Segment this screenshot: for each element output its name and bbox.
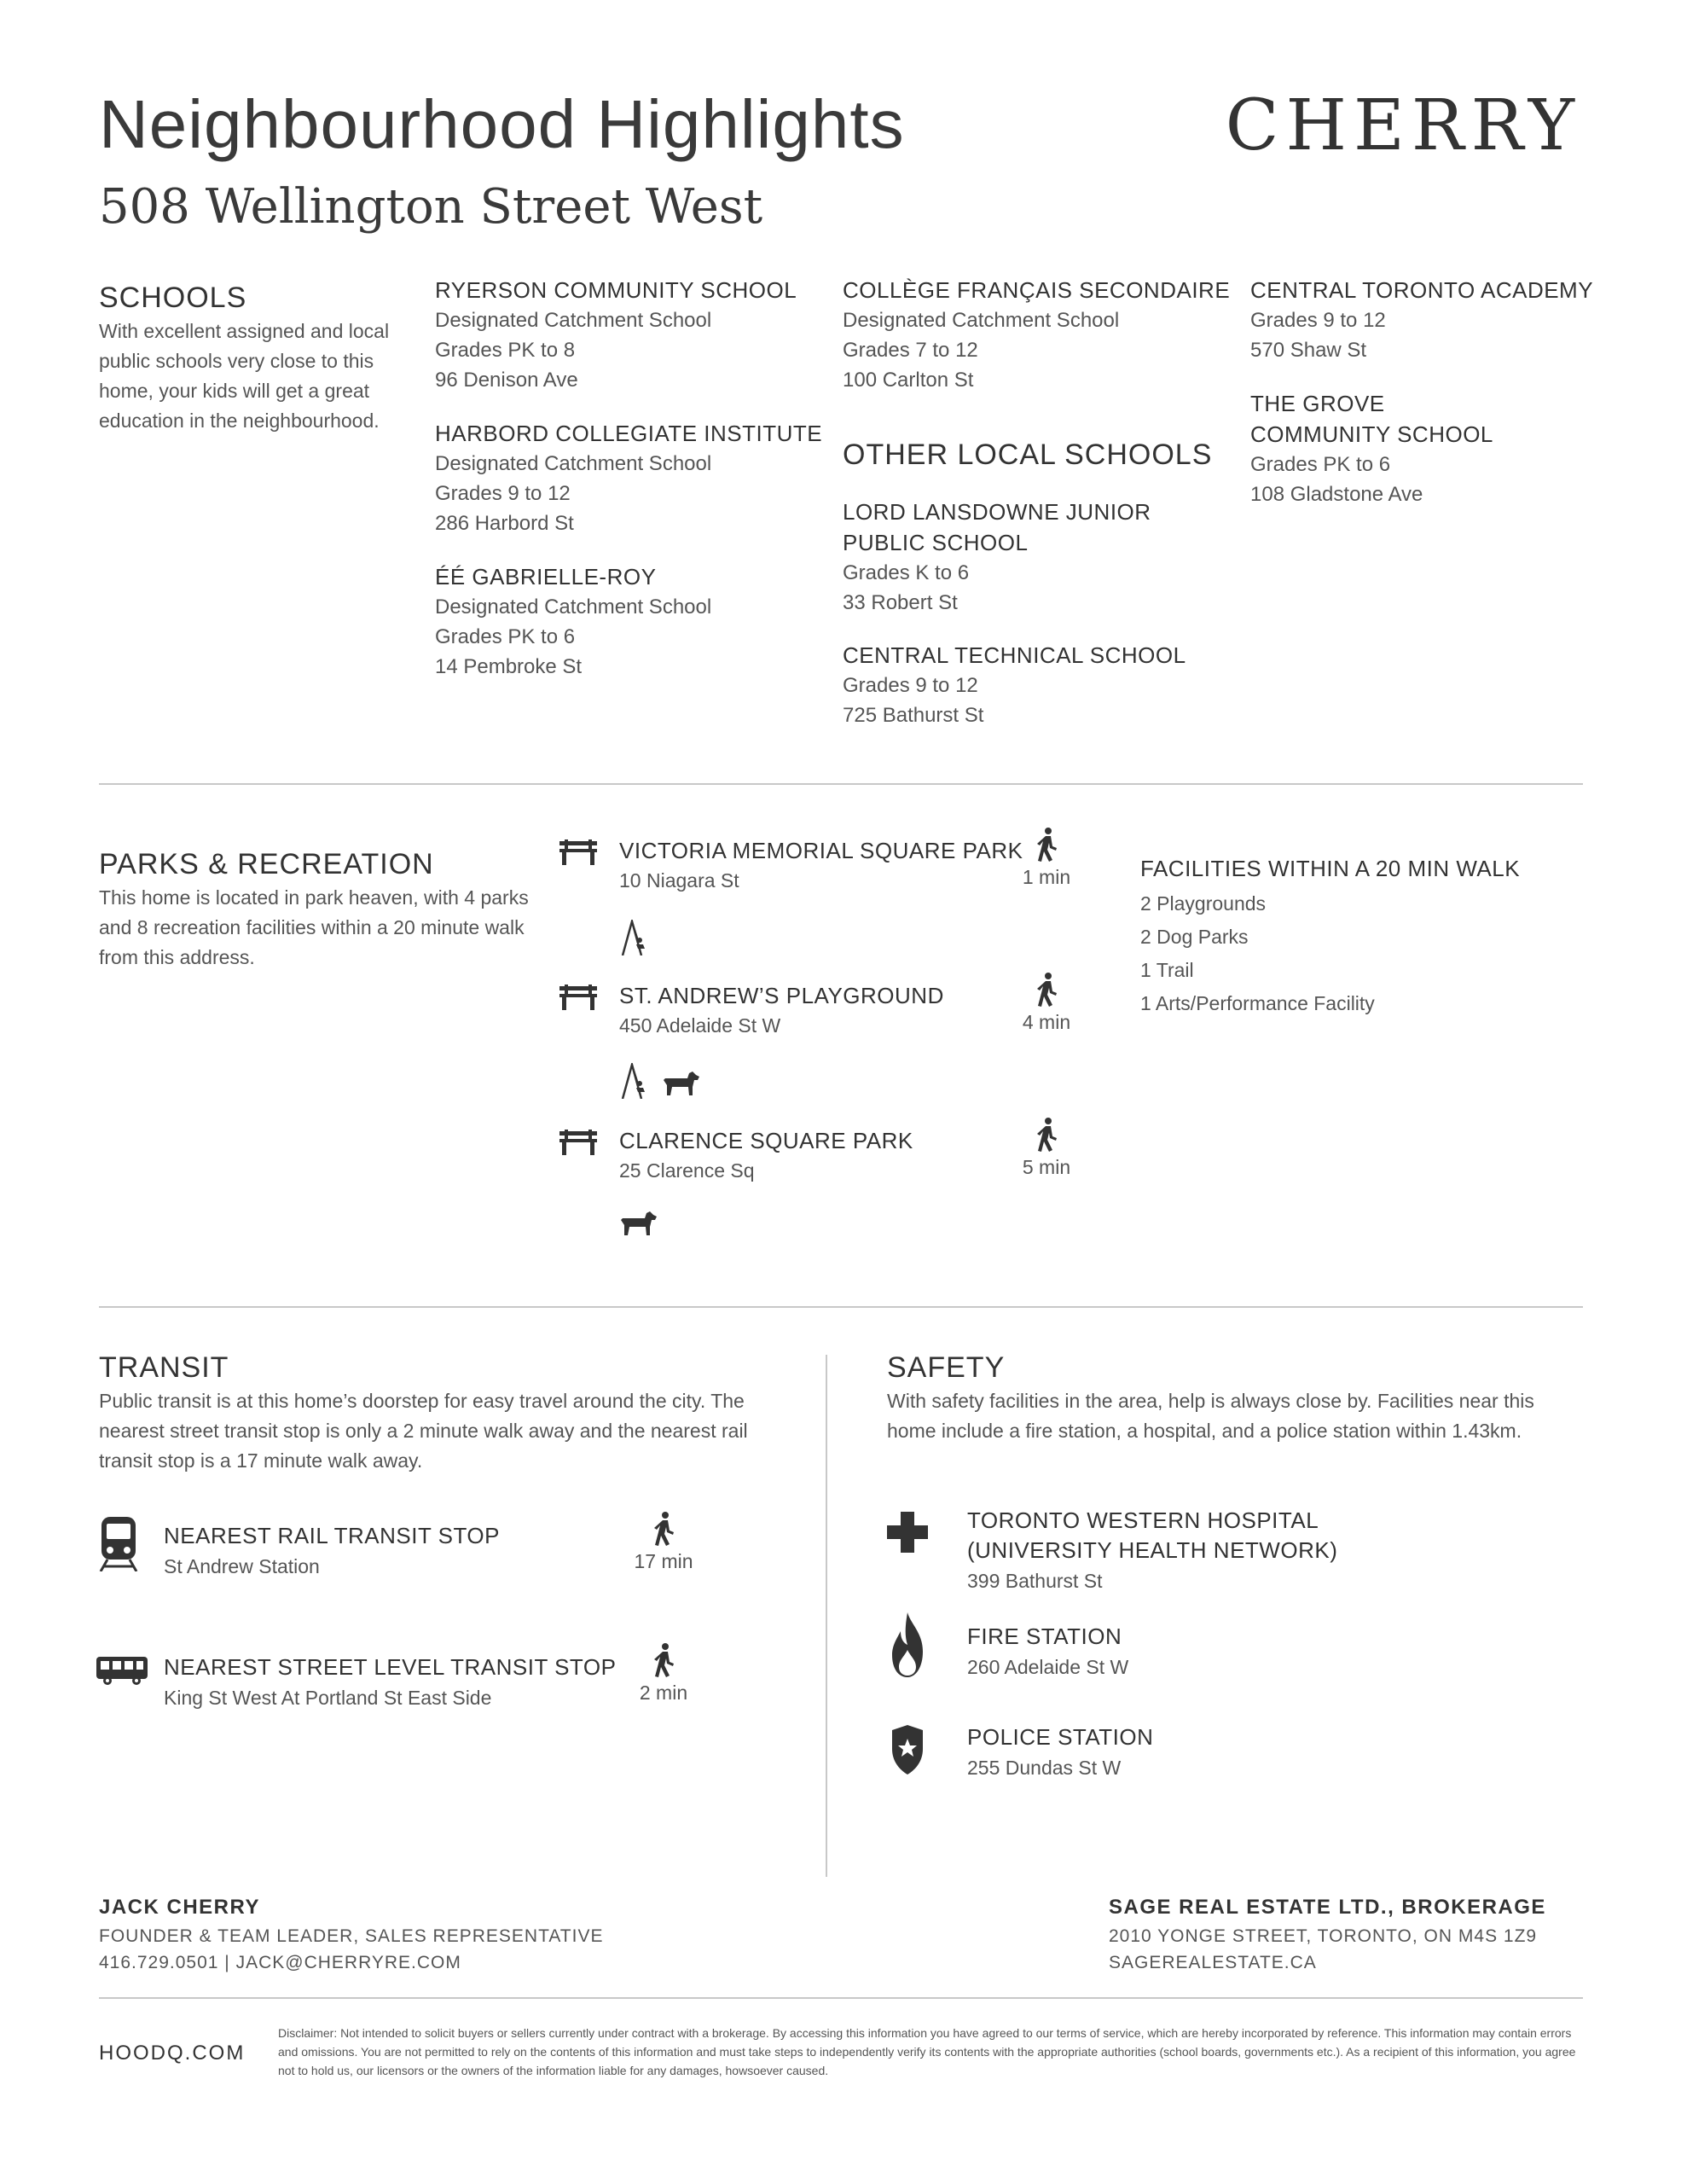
facilities-list: [1140, 853, 1520, 1020]
school-entry: [1250, 275, 1593, 365]
school-entry: [843, 275, 1230, 395]
disclaimer-text: Disclaimer: Not intended to solicit buyers or sellers currently under contract with a brokerage. By accessing this information you have agreed to our terms of service, which are hereby incorporated by reference. This information may contain errors and omissions. You are not permitted to rely on the contents of this information and must take steps to independently verify its contents with the appropriate authorities (school boards, governments etc.). As a recipient of this information, you agree not to hold us, our licensors or the owners of the information liable for any damages, howsoever caused.: [278, 2026, 1576, 2077]
page-title: Neighbourhood Highlights: [99, 86, 905, 162]
hoodq-link[interactable]: HOODQ.COM: [99, 2042, 246, 2065]
school-name: CENTRAL TECHNICAL SCHOOL: [843, 642, 1186, 668]
walking-person-icon: [1034, 1118, 1059, 1152]
property-address: 508 Wellington Street West: [99, 179, 763, 235]
agent-contact[interactable]: 416.729.0501 | JACK@CHERRYRE.COM: [99, 1953, 461, 1972]
dog-park-icon: [662, 1068, 699, 1095]
transit-stop-detail: King St West At Portland St East Side: [164, 1687, 492, 1709]
school-detail: Grades K to 6: [843, 561, 970, 584]
playground-swing-icon: [619, 920, 650, 956]
transit-stop-name: NEAREST RAIL TRANSIT STOP: [164, 1523, 500, 1548]
park-name: CLARENCE SQUARE PARK: [619, 1128, 913, 1153]
walk-minutes: 1 min: [1022, 866, 1071, 888]
walk-minutes: 5 min: [1022, 1156, 1071, 1178]
safety-facility-name: TORONTO WESTERN HOSPITAL: [967, 1507, 1319, 1533]
walk-time: [629, 1643, 698, 1705]
walk-time: [1012, 828, 1081, 889]
police-badge-icon: [890, 1725, 925, 1774]
walk-minutes: 4 min: [1022, 1011, 1071, 1033]
school-entry: [435, 275, 797, 395]
park-address: 450 Adelaide St W: [619, 1014, 781, 1037]
playground-swing-icon: [619, 1063, 650, 1099]
school-detail: Grades 9 to 12: [1250, 309, 1386, 332]
park-bench-icon: [559, 1130, 597, 1155]
school-name: ÉÉ GABRIELLE-ROY: [435, 564, 657, 590]
school-detail: Designated Catchment School: [435, 309, 712, 332]
brokerage-address: 2010 YONGE STREET, TORONTO, ON M4S 1Z9: [1109, 1926, 1538, 1946]
park-name: ST. ANDREW’S PLAYGROUND: [619, 983, 944, 1008]
school-name: RYERSON COMMUNITY SCHOOL: [435, 277, 797, 303]
school-entry: [435, 418, 822, 538]
hospital-cross-icon: [887, 1512, 928, 1553]
safety-intro: With safety facilities in the area, help is always close by. Facilities near this home include a fire station, a hospital, and a police station within 1.43km.: [887, 1390, 1534, 1442]
walk-minutes: 17 min: [634, 1550, 693, 1572]
walking-person-icon: [651, 1512, 676, 1546]
school-detail: 33 Robert St: [843, 591, 958, 614]
footer-divider: [99, 1997, 1583, 1999]
school-name: PUBLIC SCHOOL: [843, 530, 1029, 555]
facilities-heading: FACILITIES WITHIN A 20 MIN WALK: [1140, 856, 1521, 881]
walking-person-icon: [1034, 828, 1059, 862]
safety-heading: SAFETY: [887, 1351, 1006, 1384]
school-detail: 14 Pembroke St: [435, 655, 583, 678]
school-detail: Grades PK to 8: [435, 339, 576, 362]
facility-item: 2 Dog Parks: [1140, 926, 1249, 948]
school-entry: [843, 497, 1151, 618]
walk-minutes: 2 min: [639, 1682, 688, 1704]
column-divider: [826, 1355, 827, 1877]
transit-intro: Public transit is at this home’s doorstep for easy travel around the city. The nearest street transit stop is only a 2 minute walk away and the nearest rail transit stop is a 17 minute walk away.: [99, 1390, 748, 1472]
schools-heading: SCHOOLS: [99, 282, 247, 314]
school-detail: 725 Bathurst St: [843, 704, 984, 727]
facility-item: 1 Trail: [1140, 959, 1194, 981]
school-name: HARBORD COLLEGIATE INSTITUTE: [435, 421, 823, 446]
walking-person-icon: [1034, 973, 1059, 1007]
section-divider: [99, 1306, 1583, 1308]
school-detail: 286 Harbord St: [435, 512, 574, 535]
dog-park-icon: [619, 1208, 657, 1235]
transit-heading: TRANSIT: [99, 1351, 229, 1384]
school-detail: Grades 9 to 12: [435, 482, 571, 505]
school-name: CENTRAL TORONTO ACADEMY: [1250, 277, 1594, 303]
parks-heading: PARKS & RECREATION: [99, 848, 434, 880]
school-entry: [435, 561, 711, 682]
safety-facility-address: 260 Adelaide St W: [967, 1656, 1129, 1678]
bus-icon: [96, 1655, 148, 1686]
school-entry: [843, 640, 1186, 730]
park-address: 25 Clarence Sq: [619, 1159, 755, 1182]
school-detail: Grades 9 to 12: [843, 674, 978, 697]
park-address: 10 Niagara St: [619, 869, 739, 892]
park-name: VICTORIA MEMORIAL SQUARE PARK: [619, 838, 1023, 863]
walk-time: [629, 1512, 698, 1573]
walk-time: [1012, 973, 1081, 1034]
agent-name: JACK CHERRY: [99, 1896, 260, 1919]
school-entry: [1250, 388, 1493, 509]
park-bench-icon: [559, 985, 597, 1010]
facility-item: 2 Playgrounds: [1140, 892, 1267, 915]
other-schools-heading: OTHER LOCAL SCHOOLS: [843, 439, 1213, 471]
brand-logo: CHERRY: [1225, 85, 1581, 166]
school-detail: Grades PK to 6: [1250, 453, 1391, 476]
safety-facility-address: 399 Bathurst St: [967, 1570, 1103, 1592]
school-detail: Designated Catchment School: [435, 452, 712, 475]
brokerage-website-link[interactable]: SAGEREALESTATE.CA: [1109, 1953, 1317, 1972]
parks-intro: This home is located in park heaven, with 4 parks and 8 recreation facilities within a 20 minute walk from this address.: [99, 886, 529, 968]
fire-flame-icon: [890, 1612, 925, 1677]
school-detail: 96 Denison Ave: [435, 369, 578, 392]
schools-intro: With excellent assigned and local public schools very close to this home, your kids will get a great education in the neighbourhood.: [99, 320, 390, 432]
brokerage-info: [1109, 1896, 1546, 1976]
school-detail: Grades 7 to 12: [843, 339, 978, 362]
school-detail: Designated Catchment School: [435, 595, 712, 619]
safety-facility-address: 255 Dundas St W: [967, 1757, 1122, 1779]
transit-stop-detail: St Andrew Station: [164, 1555, 320, 1577]
transit-stop-name: NEAREST STREET LEVEL TRANSIT STOP: [164, 1654, 617, 1680]
train-icon: [99, 1515, 138, 1571]
school-name: THE GROVE: [1250, 391, 1385, 416]
school-detail: 108 Gladstone Ave: [1250, 483, 1423, 506]
brokerage-name: SAGE REAL ESTATE LTD., BROKERAGE: [1109, 1896, 1546, 1919]
school-detail: 100 Carlton St: [843, 369, 974, 392]
park-bench-icon: [559, 839, 597, 865]
school-name: COLLÈGE FRANÇAIS SECONDAIRE: [843, 277, 1231, 303]
school-detail: 570 Shaw St: [1250, 339, 1367, 362]
walk-time: [1012, 1118, 1081, 1179]
school-name: LORD LANSDOWNE JUNIOR: [843, 499, 1151, 525]
walking-person-icon: [651, 1643, 676, 1677]
school-detail: Designated Catchment School: [843, 309, 1120, 332]
agent-info: [99, 1896, 603, 1976]
safety-facility-name: (UNIVERSITY HEALTH NETWORK): [967, 1537, 1338, 1563]
safety-facility-name: POLICE STATION: [967, 1724, 1154, 1750]
facility-item: 1 Arts/Performance Facility: [1140, 992, 1375, 1014]
section-divider: [99, 783, 1583, 785]
safety-facility-name: FIRE STATION: [967, 1623, 1122, 1649]
school-name: COMMUNITY SCHOOL: [1250, 421, 1493, 447]
school-detail: Grades PK to 6: [435, 625, 576, 648]
agent-title: FOUNDER & TEAM LEADER, SALES REPRESENTATIVE: [99, 1926, 604, 1946]
